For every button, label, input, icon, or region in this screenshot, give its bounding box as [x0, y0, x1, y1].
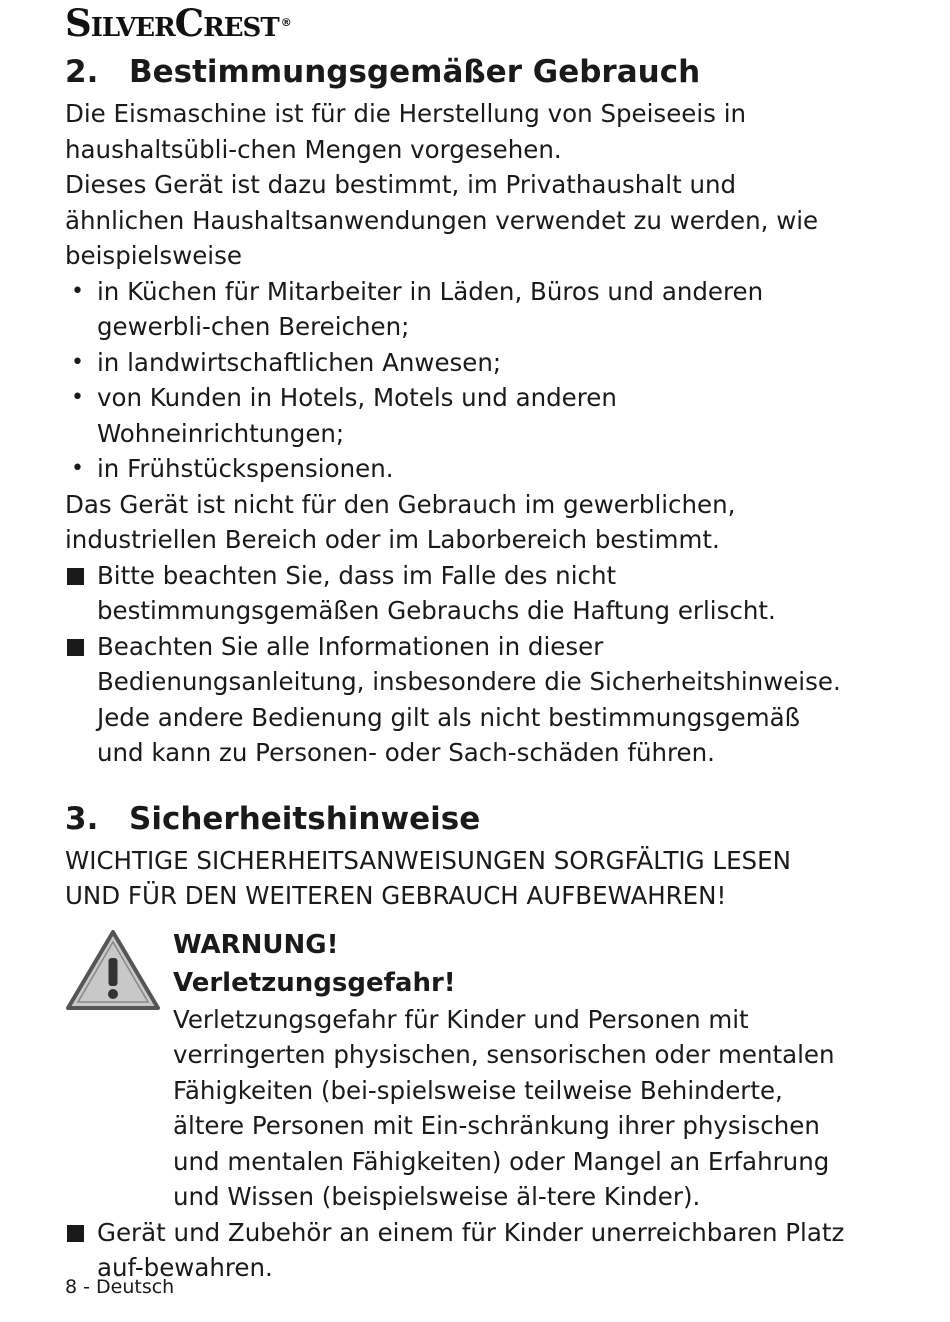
- section-2-title: Bestimmungsgemäßer Gebrauch: [129, 54, 701, 90]
- list-item: • in landwirtschaftlichen Anwesen;: [65, 345, 845, 381]
- list-item: • in Frühstückspensionen.: [65, 451, 845, 487]
- section-2-heading: [65, 50, 845, 94]
- square-bullet-icon: [67, 639, 84, 656]
- page-content: [65, 50, 845, 1286]
- intro-paragraph-1: Die Eismaschine ist für die Herstellung von Speiseeis in haushaltsübli-chen Mengen vorgesehen.: [65, 99, 747, 164]
- usage-list: [65, 274, 845, 487]
- square-bullet-icon: [67, 1225, 84, 1242]
- square-bullet-icon: [67, 568, 84, 585]
- warning-label: WARNUNG!: [173, 929, 339, 960]
- section-3-heading: [65, 797, 845, 841]
- warning-text: Verletzungsgefahr für Kinder und Personen mit verringerten physischen, sensorischen oder mentalen Fähigkeiten (bei-spielsweise teilweise Behinderte, ältere Personen mit Ein-schränkung ihrer physischen und mentalen Fähigkeiten) oder Mangel an Erfahrung und Wissen (beispielsweise äl-tere Kinder).: [173, 1004, 835, 1211]
- section-2-number: 2.: [65, 54, 99, 90]
- warning-subtitle: Verletzungsgefahr!: [173, 967, 456, 998]
- not-intended-paragraph: Das Gerät ist nicht für den Gebrauch im gewerblichen, industriellen Bereich oder im Laborbereich bestimmt.: [65, 489, 736, 554]
- section-3-number: 3.: [65, 800, 99, 837]
- bullet-icon: •: [71, 385, 84, 410]
- note-item: Gerät und Zubehör an einem für Kinder unerreichbaren Platz auf-bewahren.: [65, 1215, 845, 1286]
- page-footer: 8 - Deutsch: [65, 1276, 175, 1298]
- list-item: • von Kunden in Hotels, Motels und anderen Wohneinrichtungen;: [65, 380, 845, 451]
- intro-paragraph-2: Dieses Gerät ist dazu bestimmt, im Privathaushalt und ähnlichen Haushaltsanwendungen verwendet zu werden, wie beispielsweise: [65, 170, 819, 270]
- bullet-icon: •: [71, 349, 84, 375]
- brand-name: SilverCrest: [65, 1, 279, 45]
- bullet-icon: •: [71, 456, 84, 481]
- silvercrest-logo: [65, 2, 292, 44]
- section-3-title: Sicherheitshinweise: [129, 800, 481, 837]
- note-item: Beachten Sie alle Informationen in dieser Bedienungsanleitung, insbesondere die Sicherheitshinweise. Jede andere Bedienung gilt als nicht bestimmungsgemäß und kann zu Personen- oder Sach-schäden führen.: [65, 629, 845, 771]
- list-item: • in Küchen für Mitarbeiter in Läden, Büros und anderen gewerbli-chen Bereichen;: [65, 274, 845, 345]
- note-item: Bitte beachten Sie, dass im Falle des nicht bestimmungsgemäßen Gebrauchs die Haftung erlischt.: [65, 558, 845, 629]
- bullet-icon: •: [71, 278, 84, 304]
- important-notice: WICHTIGE SICHERHEITSANWEISUNGEN SORGFÄLTIG LESEN UND FÜR DEN WEITEREN GEBRAUCH AUFBEWAHREN!: [65, 845, 791, 910]
- warning-block: [65, 926, 845, 1215]
- warning-triangle-icon: [65, 928, 161, 1012]
- registered-mark: ®: [280, 16, 292, 29]
